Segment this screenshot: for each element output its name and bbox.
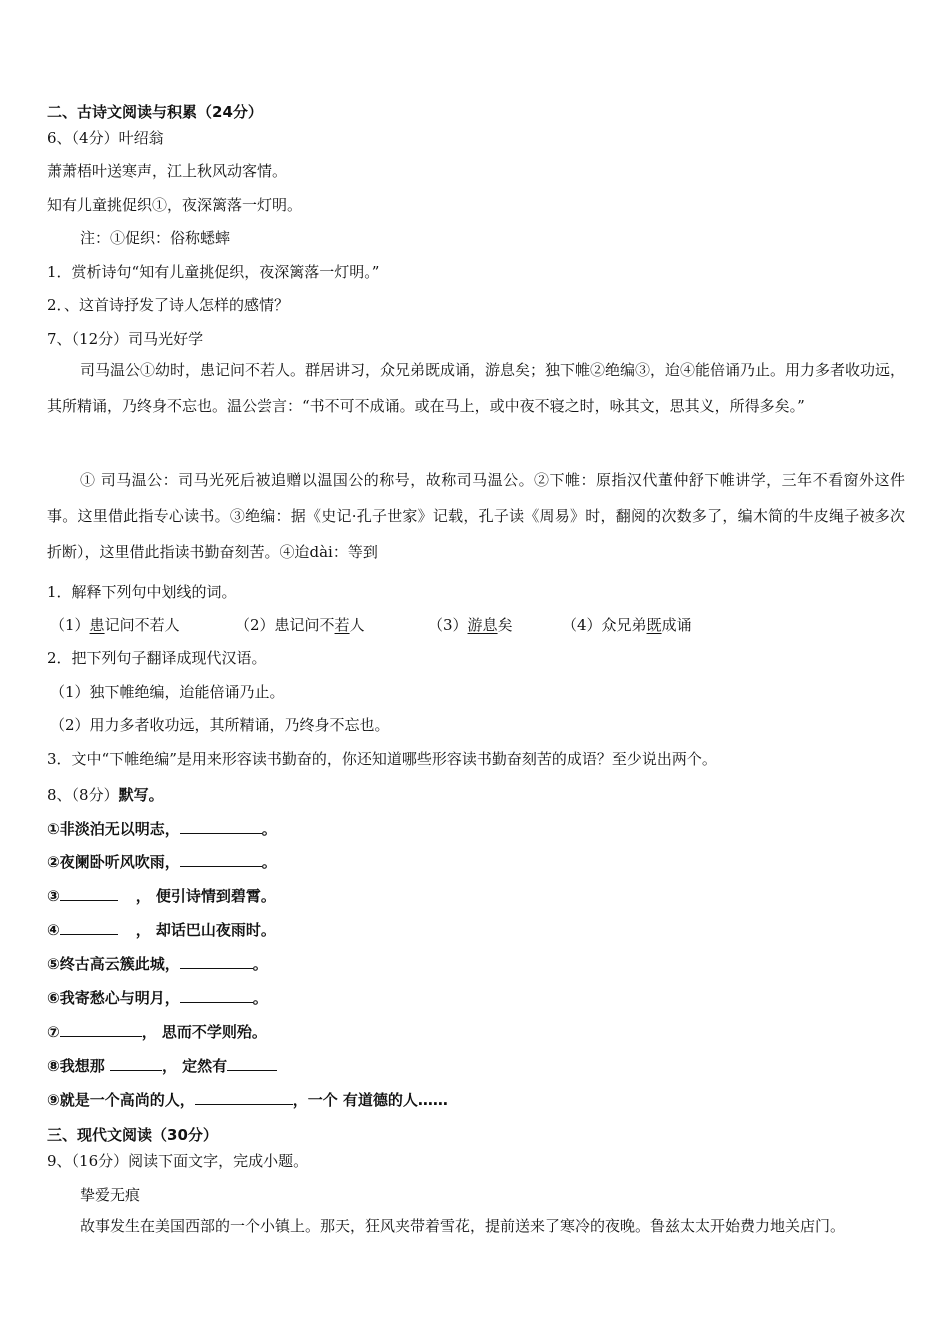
poem-line-2: 知有儿童挑促织①，夜深篱落一灯明。	[47, 196, 303, 214]
q7-sub2: 2．把下列句子翻译成现代汉语。	[47, 649, 267, 667]
answer-blank[interactable]	[180, 954, 253, 969]
answer-blank[interactable]	[60, 886, 118, 901]
dictation-line-6: ⑥我寄愁心与明月， 。	[47, 989, 268, 1007]
story-title: 挚爱无痕	[80, 1186, 141, 1204]
answer-blank[interactable]	[60, 1022, 142, 1037]
section2-heading: 二、古诗文阅读与积累（24分）	[47, 103, 263, 121]
poem-note: 注：①促织：俗称蟋蟀	[80, 229, 231, 247]
q7-option-4: （4）众兄弟既成诵	[562, 616, 692, 634]
q8-header: 8、（8分）默写。	[47, 786, 164, 804]
q7-sub3: 3．文中“下帷绝编”是用来形容读书勤奋的，你还知道哪些形容读书勤奋刻苦的成语？至少说出两个。	[47, 750, 717, 768]
poem-line-1: 萧萧梧叶送寒声，江上秋风动客情。	[47, 162, 288, 180]
q7-translate-1: （1）独下帷绝编，迨能倍诵乃止。	[50, 683, 285, 701]
dictation-line-8: ⑧我想那 ， 定然有	[47, 1056, 277, 1076]
answer-blank[interactable]	[180, 819, 262, 834]
q6-header: 6、（4分）叶绍翁	[47, 129, 164, 147]
section3-heading: 三、现代文阅读（30分）	[47, 1126, 218, 1144]
dictation-line-4: ④ ， 却话巴山夜雨时。	[47, 921, 276, 939]
dictation-line-2: ②夜阑卧听风吹雨， 。	[47, 853, 277, 871]
answer-blank[interactable]	[180, 988, 253, 1003]
q7-passage: 司马温公①幼时，患记问不若人。群居讲习，众兄弟既成诵，游息矣；独下帷②绝编③，迨④能倍诵乃止。用力多者收功远，其所精诵，乃终身不忘也。温公尝言：“书不可不成诵。或在马上，或中夜不寝之时，咏其文，思其义，所得多矣。”	[47, 361, 906, 415]
answer-blank[interactable]	[195, 1090, 293, 1105]
dictation-line-9: ⑨就是一个高尚的人， ，一个 有道德的人……	[47, 1091, 448, 1109]
dictation-line-3: ③ ， 便引诗情到碧霄。	[47, 887, 276, 905]
answer-blank[interactable]	[180, 852, 262, 867]
q7-header: 7、（12分）司马光好学	[47, 330, 204, 348]
q7-option-2: （2）患记问不若人	[235, 616, 365, 634]
answer-blank[interactable]	[227, 1056, 277, 1071]
q6-sub1: 1．赏析诗句“知有儿童挑促织，夜深篱落一灯明。”	[47, 263, 380, 281]
q7-translate-2: （2）用力多者收功远，其所精诵，乃终身不忘也。	[50, 716, 390, 734]
q6-sub2: 2．、这首诗抒发了诗人怎样的感情？	[47, 296, 290, 314]
story-first-line: 故事发生在美国西部的一个小镇上。那天，狂风夹带着雪花，提前送来了寒冷的夜晚。鲁兹太太开始费力地关店门。	[80, 1217, 846, 1235]
answer-blank[interactable]	[110, 1056, 162, 1071]
dictation-line-5: ⑤终古高云簇此城， 。	[47, 955, 268, 973]
q9-header: 9、（16分）阅读下面文字，完成小题。	[47, 1152, 309, 1170]
q7-sub1: 1．解释下列句中划线的词。	[47, 583, 237, 601]
q7-option-3: （3）游息矣	[428, 616, 513, 634]
answer-blank[interactable]	[60, 920, 118, 935]
q7-notes: ① 司马温公：司马光死后被追赠以温国公的称号，故称司马温公。②下帷：原指汉代董仲舒下帷讲学，三年不看窗外这件事。这里借此指专心读书。③绝编：据《史记·孔子世家》记载，孔子读《周易》时，翻阅的次数多了，编木简的牛皮绳子被多次折断），这里借此指读书勤奋刻苦。④迨dài：等到	[47, 471, 905, 561]
dictation-line-1: ①非淡泊无以明志， 。	[47, 820, 277, 838]
q7-option-1: （1）患记问不若人	[50, 616, 180, 634]
dictation-line-7: ⑦ ， 思而不学则殆。	[47, 1023, 267, 1041]
